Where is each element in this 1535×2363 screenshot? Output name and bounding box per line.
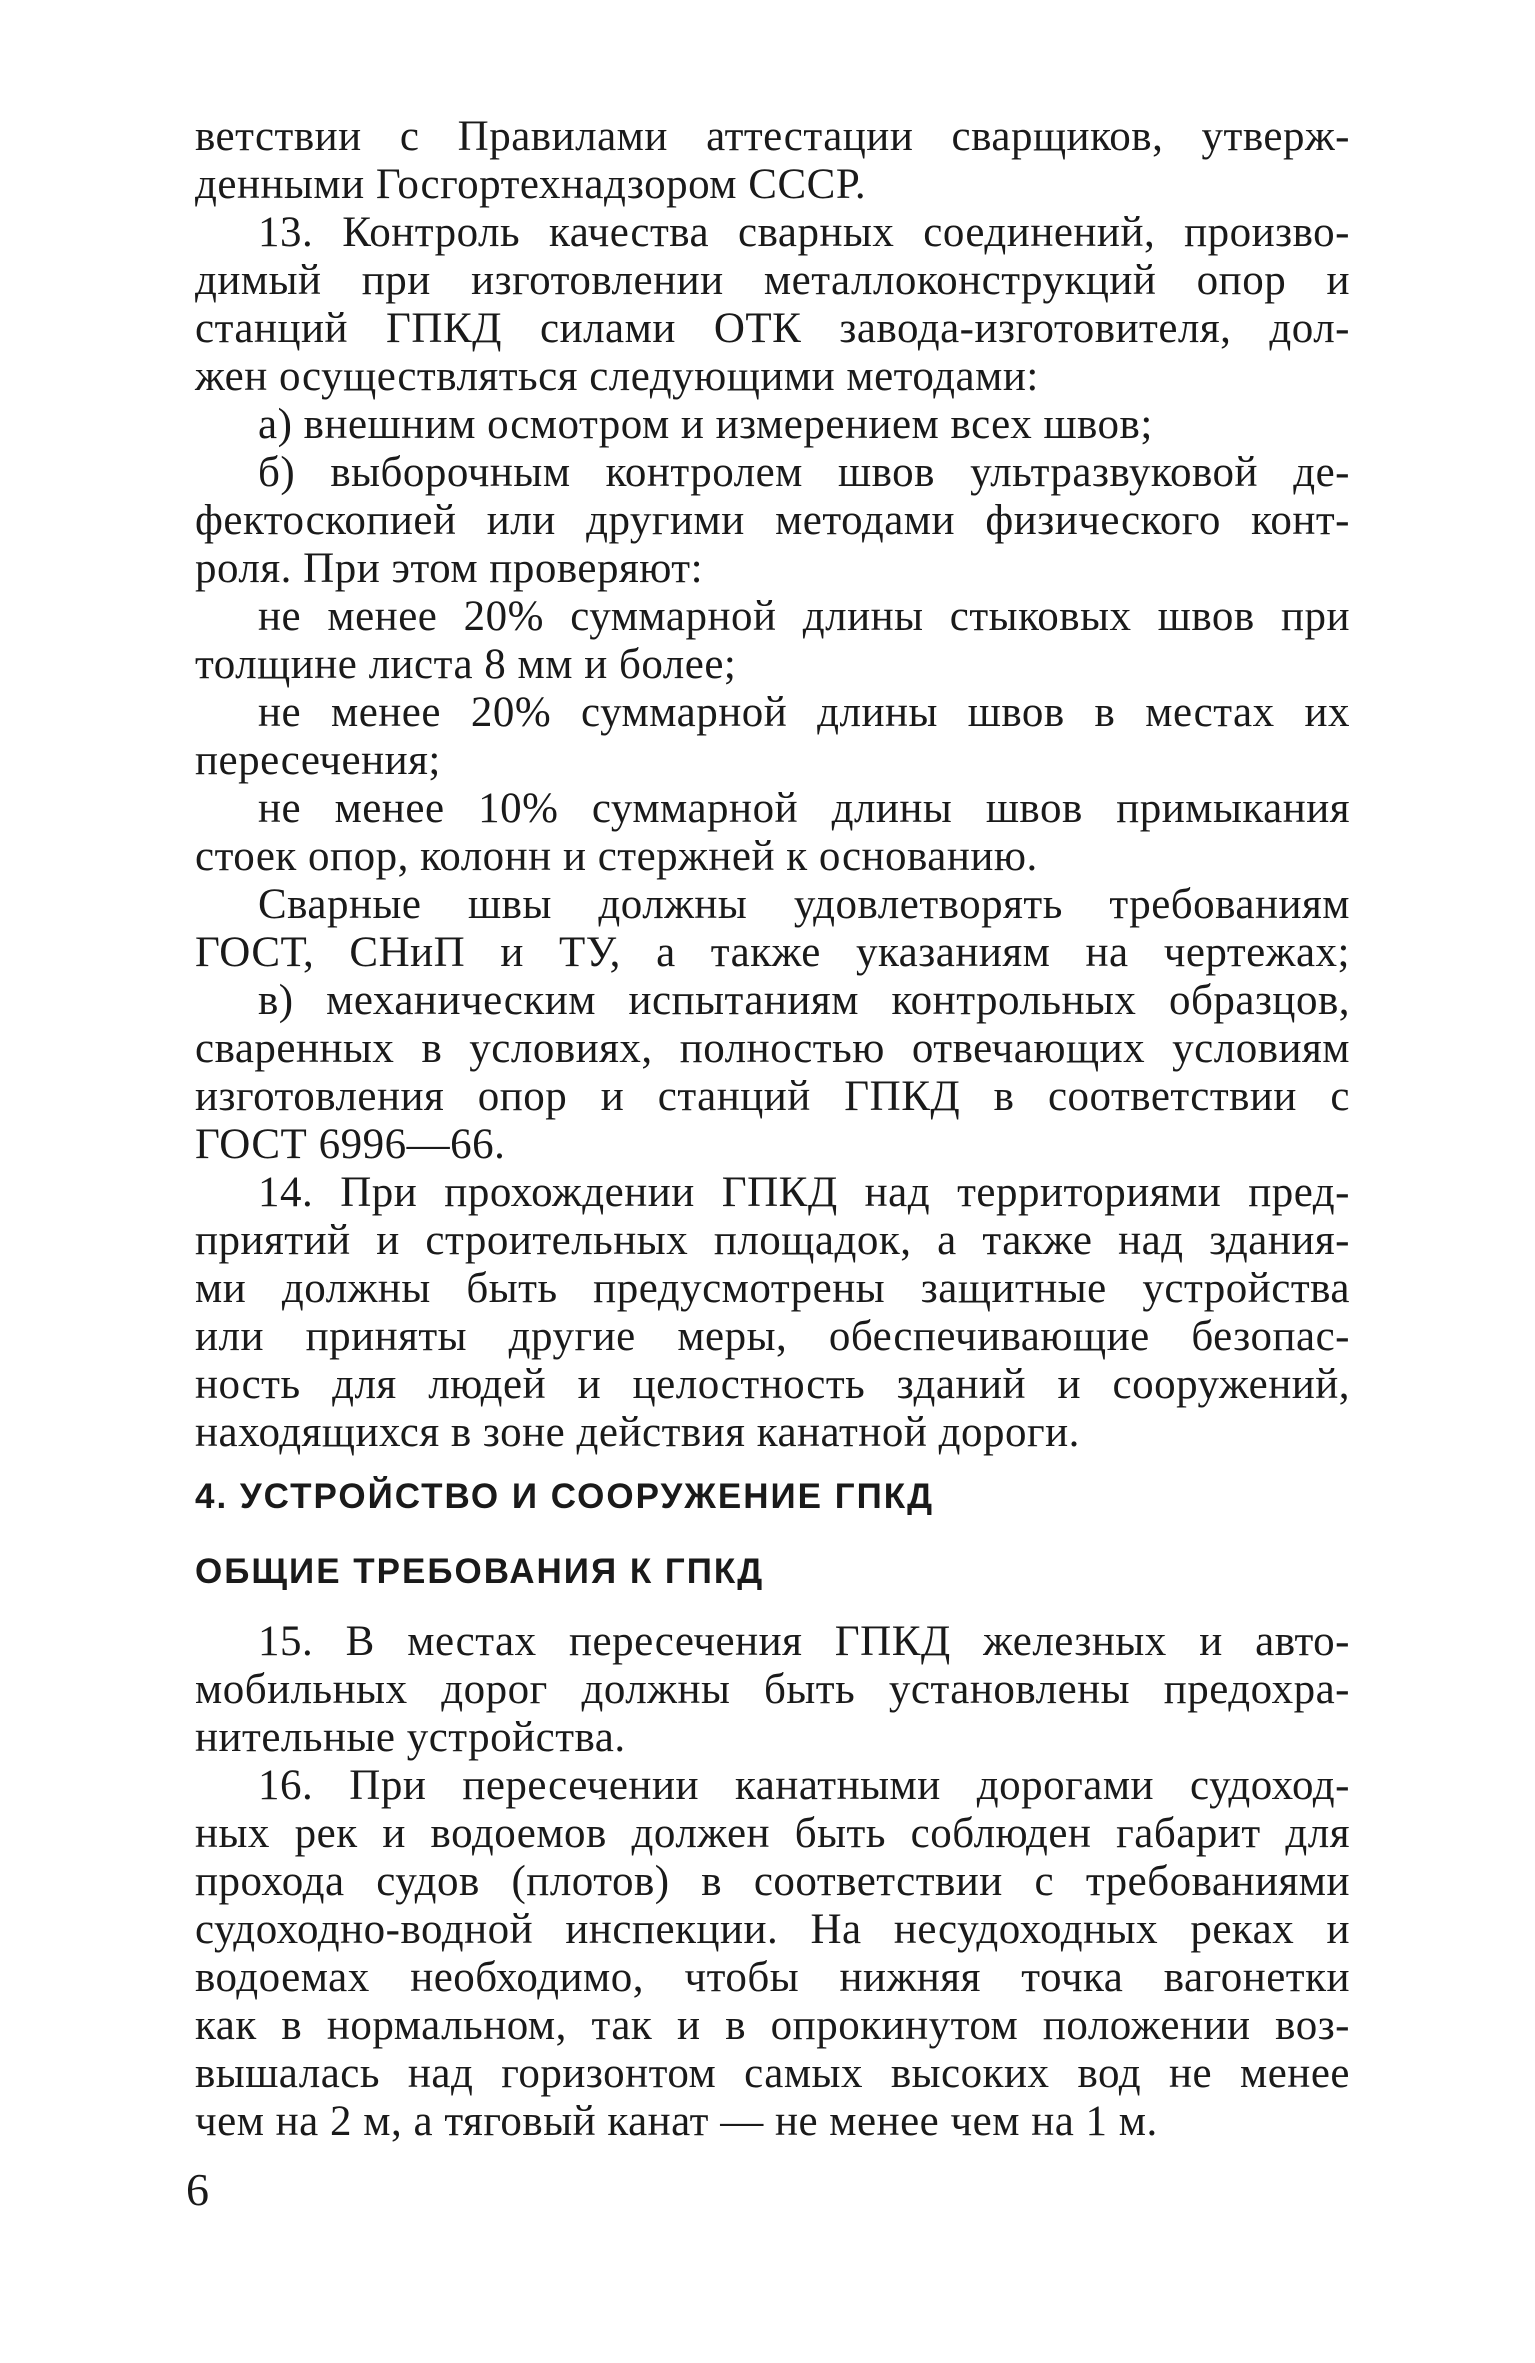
text-line: станций ГПКД силами ОТК завода-изготовителя, дол-: [195, 305, 1350, 352]
text-line: ми должны быть предусмотрены защитные устройства: [195, 1265, 1350, 1312]
text-line: в) механическим испытаниям контрольных образцов,: [258, 977, 1350, 1024]
text-line: ных рек и водоемов должен быть соблюден габарит для: [195, 1810, 1350, 1857]
text-line: ность для людей и целостность зданий и сооружений,: [195, 1361, 1350, 1408]
text-line: чем на 2 м, а тяговый канат — не менее чем на 1 м.: [195, 2098, 1158, 2145]
text-line: мобильных дорог должны быть установлены предохра-: [195, 1666, 1350, 1713]
text-line: прохода судов (плотов) в соответствии с требованиями: [195, 1858, 1350, 1905]
page-number: 6: [186, 2164, 209, 2215]
text-line: находящихся в зоне действия канатной дороги.: [195, 1409, 1080, 1456]
text-line: 14. При прохождении ГПКД над территориями пред-: [258, 1169, 1350, 1216]
text-line: не менее 10% суммарной длины швов примыкания: [258, 785, 1350, 832]
text-line: сваренных в условиях, полностью отвечающих условиям: [195, 1025, 1350, 1072]
text-line: как в нормальном, так и в опрокинутом положении воз-: [195, 2002, 1350, 2049]
text-line: жен осуществляться следующими методами:: [195, 353, 1039, 400]
text-line: толщине листа 8 мм и более;: [195, 641, 737, 688]
text-line: не менее 20% суммарной длины швов в местах их: [258, 689, 1350, 736]
subsection-heading: ОБЩИЕ ТРЕБОВАНИЯ К ГПКД: [195, 1552, 765, 1591]
text-line: 13. Контроль качества сварных соединений, произво-: [258, 209, 1350, 256]
text-line: нительные устройства.: [195, 1714, 626, 1761]
text-line: 15. В местах пересечения ГПКД железных и авто-: [258, 1618, 1350, 1665]
text-line: судоходно-водной инспекции. На несудоходных реках и: [195, 1906, 1350, 1953]
text-line: не менее 20% суммарной длины стыковых швов при: [258, 593, 1350, 640]
text-line: вышалась над горизонтом самых высоких вод не менее: [195, 2050, 1350, 2097]
text-line: 16. При пересечении канатными дорогами судоход-: [258, 1762, 1350, 1809]
text-line: стоек опор, колонн и стержней к основанию.: [195, 833, 1038, 880]
text-line: фектоскопией или другими методами физического конт-: [195, 497, 1350, 544]
text-line: или приняты другие меры, обеспечивающие безопас-: [195, 1313, 1350, 1360]
text-line: ГОСТ, СНиП и ТУ, а также указаниям на чертежах;: [195, 929, 1350, 976]
text-line: ГОСТ 6996—66.: [195, 1121, 506, 1168]
text-line: изготовления опор и станций ГПКД в соответствии с: [195, 1073, 1350, 1120]
text-line: денными Госгортехнадзором СССР.: [195, 161, 867, 208]
text-line: б) выборочным контролем швов ультразвуковой де-: [258, 449, 1350, 496]
text-line: приятий и строительных площадок, а также над здания-: [195, 1217, 1350, 1264]
text-line: ветствии с Правилами аттестации сварщиков, утверж-: [195, 113, 1350, 160]
text-line: а) внешним осмотром и измерением всех швов;: [258, 401, 1153, 448]
text-line: димый при изготовлении металлоконструкций опор и: [195, 257, 1350, 304]
section-heading: 4. УСТРОЙСТВО И СООРУЖЕНИЕ ГПКД: [195, 1477, 935, 1516]
text-line: водоемах необходимо, чтобы нижняя точка вагонетки: [195, 1954, 1350, 2001]
text-line: пересечения;: [195, 737, 441, 784]
text-line: роля. При этом проверяют:: [195, 545, 704, 592]
text-line: Сварные швы должны удовлетворять требованиям: [258, 881, 1350, 928]
